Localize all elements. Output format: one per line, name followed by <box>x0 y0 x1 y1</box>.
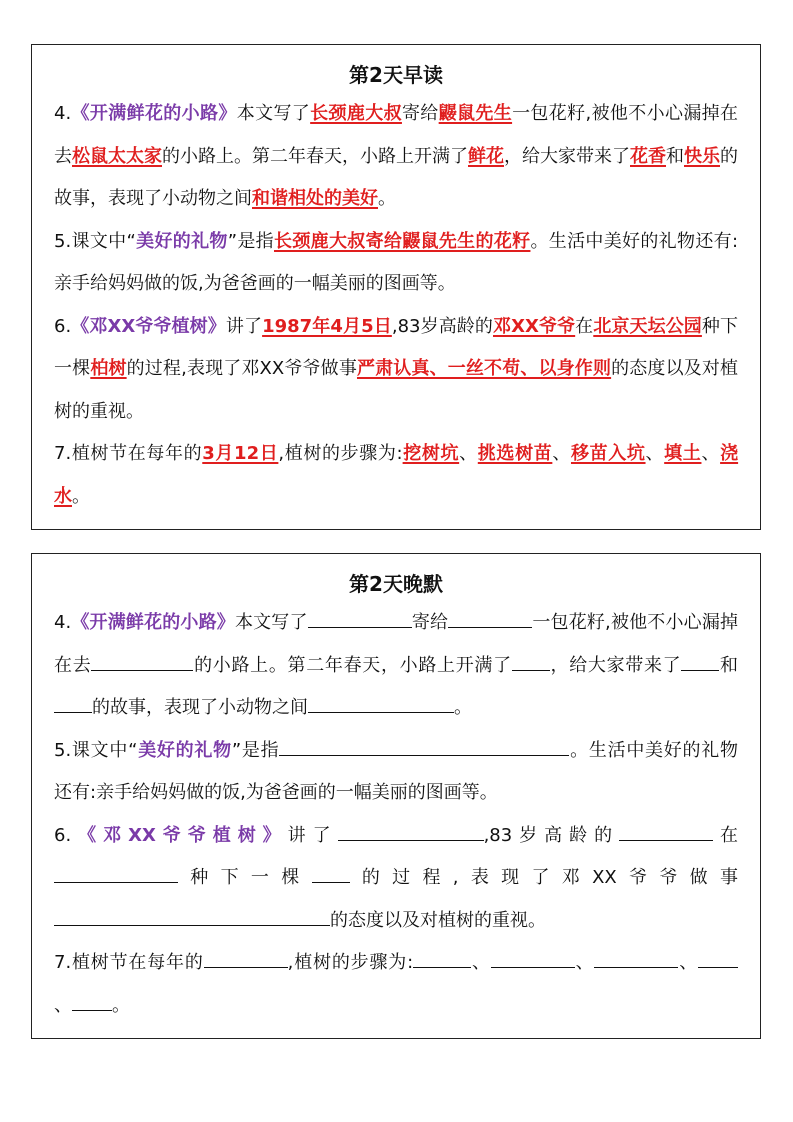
text: 植树节在每年的 <box>71 443 203 464</box>
answer-blank[interactable] <box>698 947 738 968</box>
answer-blank[interactable] <box>54 862 178 883</box>
answer: 挑选树苗 <box>477 443 553 464</box>
answer-blank[interactable] <box>308 607 412 628</box>
text: 的态度以及对植树的重视。 <box>54 358 739 422</box>
answer: 邓XX爷爷 <box>493 315 576 337</box>
answer-blank[interactable] <box>204 947 288 968</box>
morning-title: 第2天早读 <box>349 63 443 87</box>
morning-reading-card <box>31 44 761 530</box>
separator: 、 <box>701 443 721 464</box>
text: 寄给 <box>411 612 449 633</box>
answer-blank[interactable] <box>491 947 575 968</box>
answer-blank[interactable] <box>308 692 454 713</box>
text: 本文写了 <box>234 612 308 633</box>
text: 。 <box>72 485 90 507</box>
separator: 、 <box>54 994 72 1016</box>
answer: 1987年4月5日 <box>262 315 392 337</box>
answer-blank[interactable] <box>512 650 550 671</box>
morning-question-6 <box>54 306 738 434</box>
evening-content <box>32 602 760 1027</box>
book-title: 《邓XX爷爷植树》 <box>71 824 288 846</box>
answer-blank[interactable] <box>448 607 532 628</box>
answer: 长颈鹿大叔寄给鼹鼠先生的花籽 <box>274 230 531 252</box>
answer-blank[interactable] <box>338 820 484 841</box>
morning-content <box>32 93 760 518</box>
text: ,83岁高龄的 <box>483 824 620 846</box>
evening-dictation-card <box>31 553 761 1039</box>
answer: 3月12日 <box>202 443 279 464</box>
answer: 填土 <box>664 443 702 464</box>
answer: 花香 <box>630 145 666 167</box>
text: 讲了 <box>287 824 338 846</box>
answer-blank[interactable] <box>594 947 678 968</box>
answer-blank[interactable] <box>54 905 330 926</box>
key-phrase: 美好的礼物 <box>137 739 232 761</box>
answer: 和谐相处的美好 <box>252 188 378 209</box>
answer-blank[interactable] <box>91 650 193 671</box>
text: 课文中“ <box>71 230 136 252</box>
text: 的小路上。第二年春天，小路上开满了 <box>162 145 468 167</box>
separator: 、 <box>678 952 699 973</box>
text: 寄给 <box>401 103 439 124</box>
text: ,83岁高龄的 <box>391 315 493 337</box>
text: 。生活中美好的礼物还有:亲手给妈妈做的饭,为爸爸画的一幅美丽的图画等。 <box>54 230 739 294</box>
text: 的故事，表现了小动物之间 <box>92 697 308 718</box>
text: 和 <box>666 145 684 167</box>
separator: 、 <box>459 443 478 464</box>
key-phrase: 美好的礼物 <box>135 230 228 252</box>
answer-blank[interactable] <box>279 735 569 756</box>
question-number: 5. <box>54 739 72 761</box>
question-number: 6. <box>54 315 72 337</box>
answer-blank[interactable] <box>54 692 92 713</box>
book-title: 《开满鲜花的小路》 <box>71 103 237 124</box>
answer-blank[interactable] <box>619 820 713 841</box>
text: 植树节在每年的 <box>71 952 204 973</box>
text: 一包花籽,被他不小心漏掉在去 <box>54 612 738 676</box>
separator: 、 <box>552 443 571 464</box>
text: 。 <box>112 994 130 1016</box>
text: ,植树的步骤为: <box>278 443 403 464</box>
separator: 、 <box>574 952 595 973</box>
question-number: 5. <box>54 230 72 252</box>
answer-blank[interactable] <box>681 650 719 671</box>
text: 种下一棵 <box>54 315 739 379</box>
text: 的小路上。第二年春天，小路上开满了 <box>193 654 512 676</box>
text: 的态度以及对植树的重视。 <box>330 909 546 931</box>
evening-question-7 <box>54 942 738 1027</box>
text: 的故事，表现了小动物之间 <box>54 145 738 209</box>
answer: 柏树 <box>90 358 127 379</box>
separator: 、 <box>645 443 665 464</box>
evening-question-4 <box>54 602 738 730</box>
answer: 快乐 <box>684 145 720 167</box>
answer: 鼹鼠先生 <box>438 103 513 124</box>
answer: 鲜花 <box>468 145 504 167</box>
question-number: 4. <box>54 612 72 633</box>
text: 讲了 <box>225 315 263 337</box>
answer-blank[interactable] <box>413 947 471 968</box>
text: 一包花籽,被他不小心漏掉在去 <box>54 103 739 167</box>
question-number: 7. <box>54 952 72 973</box>
text: 本文写了 <box>236 103 311 124</box>
answer-blank[interactable] <box>72 990 112 1011</box>
text: 的过程,表现了邓XX爷爷做事 <box>349 867 738 888</box>
text: 在 <box>713 824 738 846</box>
answer: 严肃认真、一丝不苟、以身作则 <box>356 358 612 379</box>
answer-blank[interactable] <box>312 862 350 883</box>
text: 种下一棵 <box>178 867 312 888</box>
answer: 松鼠太太家 <box>72 145 162 167</box>
question-number: 7. <box>54 443 72 464</box>
answer: 北京天坛公园 <box>593 315 702 337</box>
book-title: 《开满鲜花的小路》 <box>71 612 235 633</box>
answer: 挖树坑 <box>402 443 460 464</box>
question-number: 6. <box>54 824 72 846</box>
text: 。 <box>454 697 472 718</box>
text: 和 <box>719 654 739 676</box>
answer: 移苗入坑 <box>570 443 646 464</box>
morning-question-7 <box>54 433 738 518</box>
morning-question-4 <box>54 93 738 221</box>
morning-question-5 <box>54 221 738 306</box>
text: ，给大家带来了 <box>504 145 630 167</box>
text: 的过程,表现了邓XX爷爷做事 <box>126 358 357 379</box>
answer: 长颈鹿大叔 <box>310 103 402 124</box>
text: ”是指 <box>231 739 280 761</box>
separator: 、 <box>471 952 491 973</box>
evening-title: 第2天晚默 <box>349 572 443 596</box>
text: 在 <box>575 315 594 337</box>
text: ，给大家带来了 <box>549 654 682 676</box>
text: 。生活中美好的礼物还有:亲手给妈妈做的饭,为爸爸画的一幅美丽的图画等。 <box>54 739 738 803</box>
text: ”是指 <box>227 230 274 252</box>
text: 课文中“ <box>71 739 138 761</box>
question-number: 4. <box>54 103 72 124</box>
text: ,植树的步骤为: <box>287 952 414 973</box>
evening-question-5 <box>54 730 738 815</box>
text: 。 <box>378 188 396 209</box>
book-title: 《邓XX爷爷植树》 <box>71 315 226 337</box>
answer: 浇水 <box>54 443 739 507</box>
evening-question-6 <box>54 815 738 943</box>
